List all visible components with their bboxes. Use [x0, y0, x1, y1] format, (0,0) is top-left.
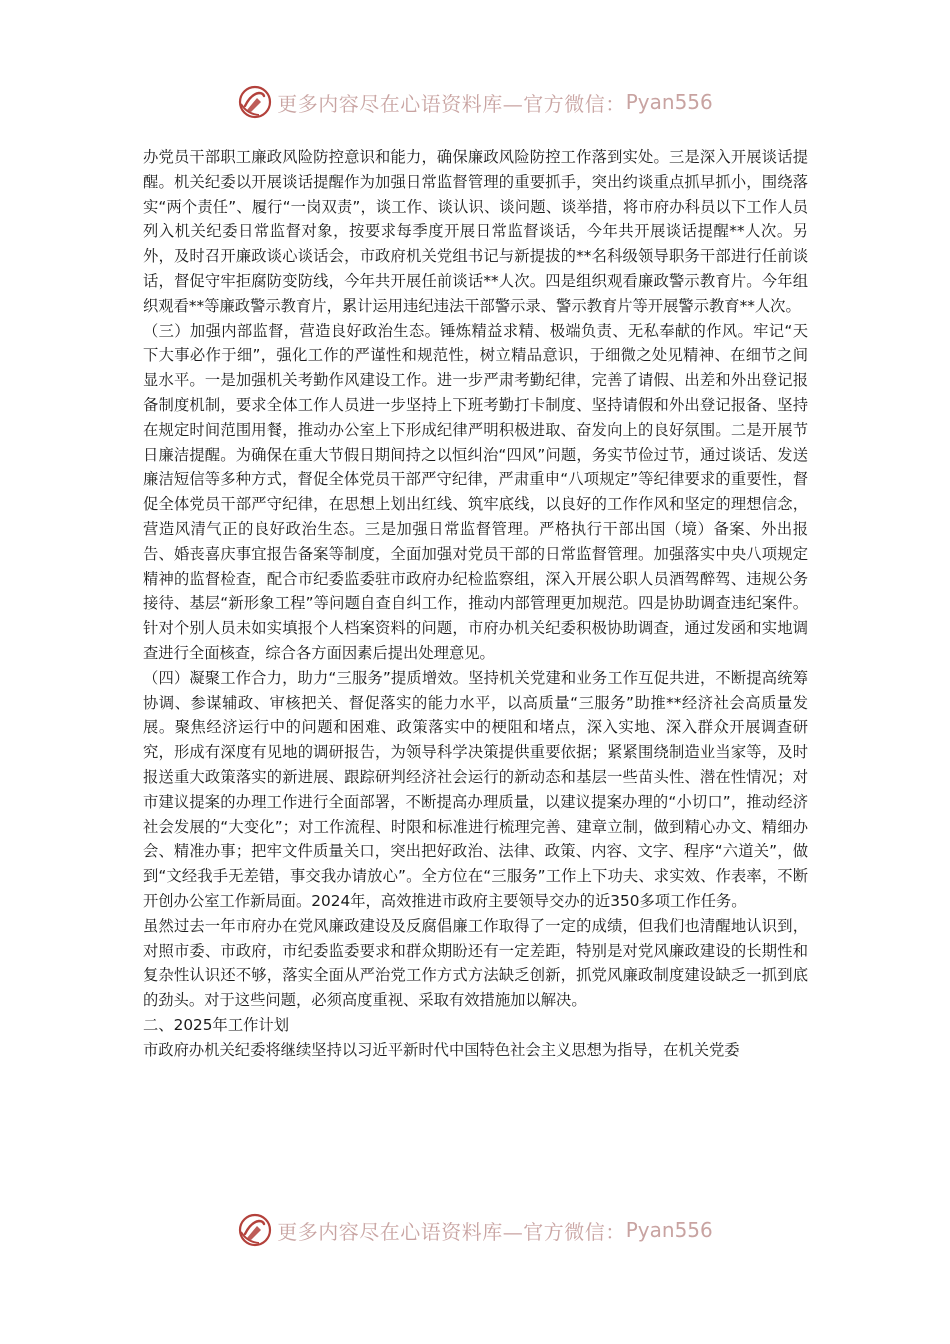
- paragraph: 办党员干部职工廉政风险防控意识和能力，确保廉政风险防控工作落到实处。三是深入开展谈话提醒。机关纪委以开展谈话提醒作为加强日常监督管理的重要抓手，突出约谈重点抓早抓小，围绕落实“两个责任”、履行“一岗双责”，谈工作、谈认识、谈问题、谈举措，将市府办科员以下工作人员列入机关纪委日常监督对象，按要求每季度开展日常监督谈话，今年共开展谈话提醒**人次。另外，及时召开廉政谈心谈话会，市政府机关党组书记与新提拔的**名科级领导职务干部进行任前谈话，督促守牢拒腐防变防线，今年共开展任前谈话**人次。四是组织观看廉政警示教育片。今年组织观看**等廉政警示教育片，累计运用违纪违法干部警示录、警示教育片等开展警示教育**人次。: [143, 148, 808, 315]
- banner-text: 更多内容尽在心语资料库—官方微信：: [277, 1219, 626, 1244]
- paragraph: （四）凝聚工作合力，助力“三服务”提质增效。坚持机关党建和业务工作互促共进，不断提高统筹协调、参谋辅政、审核把关、督促落实的能力水平，以高质量“三服务”助推**经济社会高质量发展。聚焦经济运行中的问题和困难、政策落实中的梗阻和堵点，深入实地、深入群众开展调查研究，形成有深度有见地的调研报告，为领导科学决策提供重要依据；紧紧围绕制造业当家等，及时报送重大政策落实的新进展、跟踪研判经济社会运行的新动态和基层一些苗头性、潜在性情况；对市建议提案的办理工作进行全面部署，不断提高办理质量，以建议提案办理的“小切口”，推动经济社会发展的“大变化”；对工作流程、时限和标准进行梳理完善、建章立制，做到精心办文、精细办会、精准办事；把牢文件质量关口，突出把好政治、法律、政策、内容、文字、程序“六道关”，做到“文经我手无差错，事交我办请放心”。全方位在“三服务”工作上下功夫、求实效、作表率，不断开创办公室工作新局面。2024年，高效推进市政府主要领导交办的近350多项工作任务。: [143, 668, 808, 910]
- book-logo-icon: [237, 1212, 273, 1248]
- banner-wechat-id: Pyan556: [625, 1218, 713, 1242]
- document-body: [143, 145, 808, 1062]
- paragraph: 市政府办机关纪委将继续坚持以习近平新时代中国特色社会主义思想为指导，在机关党委: [143, 1040, 740, 1059]
- header-banner: [0, 82, 950, 122]
- banner-text: 更多内容尽在心语资料库—官方微信：: [277, 91, 626, 116]
- book-logo-icon: [237, 84, 273, 120]
- banner-wechat-id: Pyan556: [625, 90, 713, 114]
- section-heading: 二、2025年工作计划: [143, 1015, 290, 1034]
- paragraph: 虽然过去一年市府办在党风廉政建设及反腐倡廉工作取得了一定的成绩，但我们也清醒地认识到，对照市委、市政府，市纪委监委要求和群众期盼还有一定差距，特别是对党风廉政建设的长期性和复杂性认识还不够，落实全面从严治党工作方式方法缺乏创新，抓党风廉政制度建设缺乏一抓到底的劲头。对于这些问题，必须高度重视、采取有效措施加以解决。: [143, 916, 808, 1010]
- footer-banner: [0, 1210, 950, 1250]
- paragraph: （三）加强内部监督，营造良好政治生态。锤炼精益求精、极端负责、无私奉献的作风。牢记“天下大事必作于细”，强化工作的严谨性和规范性，树立精品意识，于细微之处见精神、在细节之间显水平。一是加强机关考勤作风建设工作。进一步严肃考勤纪律，完善了请假、出差和外出登记报备制度机制，要求全体工作人员进一步坚持上下班考勤打卡制度、坚持请假和外出登记报备、坚持在规定时间范围用餐，推动办公室上下形成纪律严明积极进取、奋发向上的良好氛围。二是开展节日廉洁提醒。为确保在重大节假日期间持之以恒纠治“四风”问题，务实节俭过节，通过谈话、发送廉洁短信等多种方式，督促全体党员干部严守纪律，严肃重申“八项规定”等纪律要求的重要性，督促全体党员干部严守纪律，在思想上划出红线、筑牢底线，以良好的工作作风和坚定的理想信念，营造风清气正的良好政治生态。三是加强日常监督管理。严格执行干部出国（境）备案、外出报告、婚丧喜庆事宜报告备案等制度，全面加强对党员干部的日常监督管理。加强落实中央八项规定精神的监督检查，配合市纪委监委驻市政府办纪检监察组，深入开展公职人员酒驾醉驾、违规公务接待、基层“新形象工程”等问题自查自纠工作，推动内部管理更加规范。四是协助调查违纪案件。针对个别人员未如实填报个人档案资料的问题，市府办机关纪委积极协助调查，通过发函和实地调查进行全面核查，综合各方面因素后提出处理意见。: [143, 321, 808, 662]
